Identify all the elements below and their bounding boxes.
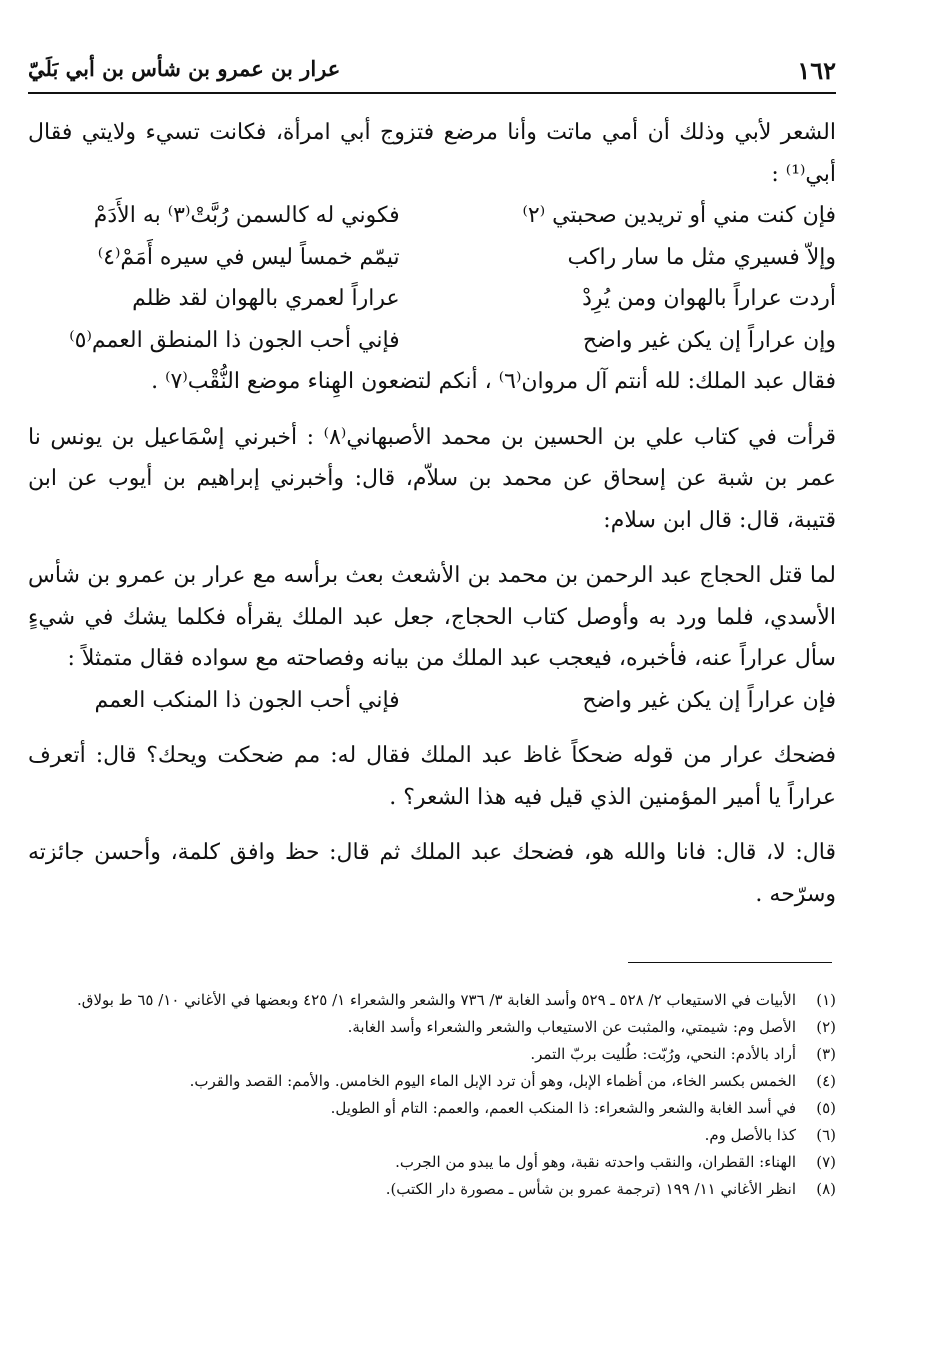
verse-second-hemistich: فإني أحب الجون ذا المنطق العمم⁽٥⁾: [69, 327, 400, 353]
footnote-number: (١): [816, 991, 836, 1009]
verse-first-hemistich: وإن عراراً إن يكن غير واضح: [582, 327, 836, 353]
footnote-number: (٤): [816, 1072, 836, 1090]
verse-line: [28, 320, 836, 362]
verse-line: [28, 278, 836, 320]
poem-verses-1: [28, 195, 836, 361]
footnote: [28, 1044, 836, 1065]
paragraph-5: فضحك عرار من قوله ضحكاً غاظ عبد الملك فقال له: مم ضحكت ويحك؟ قال: أتعرف عراراً يا أمير المؤمنين الذي قيل فيه هذا الشعر؟ .: [28, 743, 836, 810]
footnote-text: كذا بالأصل وم.: [704, 1126, 796, 1144]
verse-first-hemistich: وإلاّ فسيري مثل ما سار راكب: [567, 244, 836, 270]
verse-first-hemistich: فإن عراراً إن يكن غير واضح: [582, 687, 836, 713]
verse-second-hemistich: عراراً لعمري بالهوان لقد ظلم: [132, 286, 400, 311]
footnote-separator: [628, 962, 832, 963]
footnote-number: (٦): [816, 1126, 836, 1144]
footnote-text: أراد بالأدم: النحي، ورُبّت: طُليت بربّ التمر.: [530, 1045, 796, 1063]
running-title: عرار بن عمرو بن شأس بن أبي بَلَيّ: [28, 56, 341, 81]
footnote: [28, 1098, 836, 1119]
footnote-number: (٥): [816, 1099, 836, 1117]
verse-line: [28, 680, 836, 722]
footnote-text: الخمس بكسر الخاء، من أظماء الإبل، وهو أن ترد الإبل الماء اليوم الخامس. والأمم: القصد والقرب.: [189, 1072, 796, 1090]
footnotes: [28, 990, 836, 1206]
page-number: ١٦٢: [797, 56, 836, 85]
footnote: [28, 990, 836, 1011]
footnote-number: (٨): [816, 1180, 836, 1198]
paragraph-1: الشعر لأبي وذلك أن أمي ماتت وأنا مرضع فتزوج أبي امرأة، فكانت تسيء ولايتي فقال أبي⁽¹⁾ :: [28, 120, 836, 187]
paragraph-3: قرأت في كتاب علي بن الحسين بن محمد الأصبهاني⁽٨⁾ : أخبرني إسْمَاعيل بن يونس نا عمر بن شبة عن إسحاق عن محمد بن سلاّم، قال: وأخبرني إبراهيم بن أيوب عن ابن قتيبة، قال: قال ابن سلام:: [28, 424, 836, 533]
verse-second-hemistich: فإني أحب الجون ذا المنكب العمم: [94, 687, 400, 713]
footnote: [28, 1179, 836, 1200]
paragraph-4: لما قتل الحجاج عبد الرحمن بن محمد بن الأشعث بعث برأسه مع عرار بن عمرو بن شأس الأسدي، فلما ورد به وأوصل كتاب الحجاج، جعل عبد الملك يقرأه فكلما يشك في شيءٍ سأل عراراً عنه، فأخبره، فيعجب عبد الملك من بيانه وفصاحته مع سواده فقال متمثلاً :: [28, 563, 836, 671]
footnote: [28, 1125, 836, 1146]
verse-second-hemistich: تيمّم خمساً ليس في سيره أَمَمْ⁽٤⁾: [97, 244, 400, 270]
page-header: [28, 52, 836, 94]
footnote: [28, 1152, 836, 1173]
footnote: [28, 1017, 836, 1038]
verse-line: [28, 237, 836, 279]
footnote-text: الأصل وم: شيمتي، والمثبت عن الاستيعاب والشعر والشعراء وأسد الغابة.: [347, 1018, 796, 1036]
footnote-number: (٧): [816, 1153, 836, 1171]
footnote-number: (٣): [816, 1045, 836, 1063]
verse-line: [28, 195, 836, 237]
main-text: [28, 112, 836, 915]
verse-first-hemistich: أردت عراراً بالهوان ومن يُرِدْ: [582, 286, 836, 311]
verse-second-hemistich: فكوني له كالسمن رُبَّتْ⁽٣⁾ به الأَدَمْ: [93, 203, 400, 228]
footnote: [28, 1071, 836, 1092]
verse-first-hemistich: فإن كنت مني أو تريدين صحبتي ⁽٢⁾: [522, 203, 836, 228]
footnote-number: (٢): [816, 1018, 836, 1036]
paragraph-6: قال: لا، قال: فانا والله هو، فضحك عبد الملك ثم قال: حظ وافق كلمة، وأحسن جائزته وسرّحه .: [28, 840, 836, 907]
footnote-text: الأبيات في الاستيعاب ٢/ ٥٢٨ ـ ٥٢٩ وأسد الغابة ٣/ ٧٣٦ والشعر والشعراء ١/ ٤٢٥ وبعضها في الأغاني ١٠/ ٦٥ ط بولاق.: [77, 991, 796, 1009]
footnote-text: في أسد الغابة والشعر والشعراء: ذا المنكب العمم، والعمم: التام أو الطويل.: [330, 1099, 796, 1117]
footnote-text: انظر الأغاني ١١/ ١٩٩ (ترجمة عمرو بن شأس ـ مصورة دار الكتب).: [385, 1180, 796, 1198]
paragraph-2: فقال عبد الملك: لله أنتم آل مروان⁽٦⁾ ، أنكم لتضعون الهِناء موضع النُّقْب⁽٧⁾ .: [151, 369, 836, 394]
footnote-text: الهناء: القطران، والنقب واحدته نقبة، وهو أول ما يبدو من الجرب.: [395, 1153, 796, 1171]
